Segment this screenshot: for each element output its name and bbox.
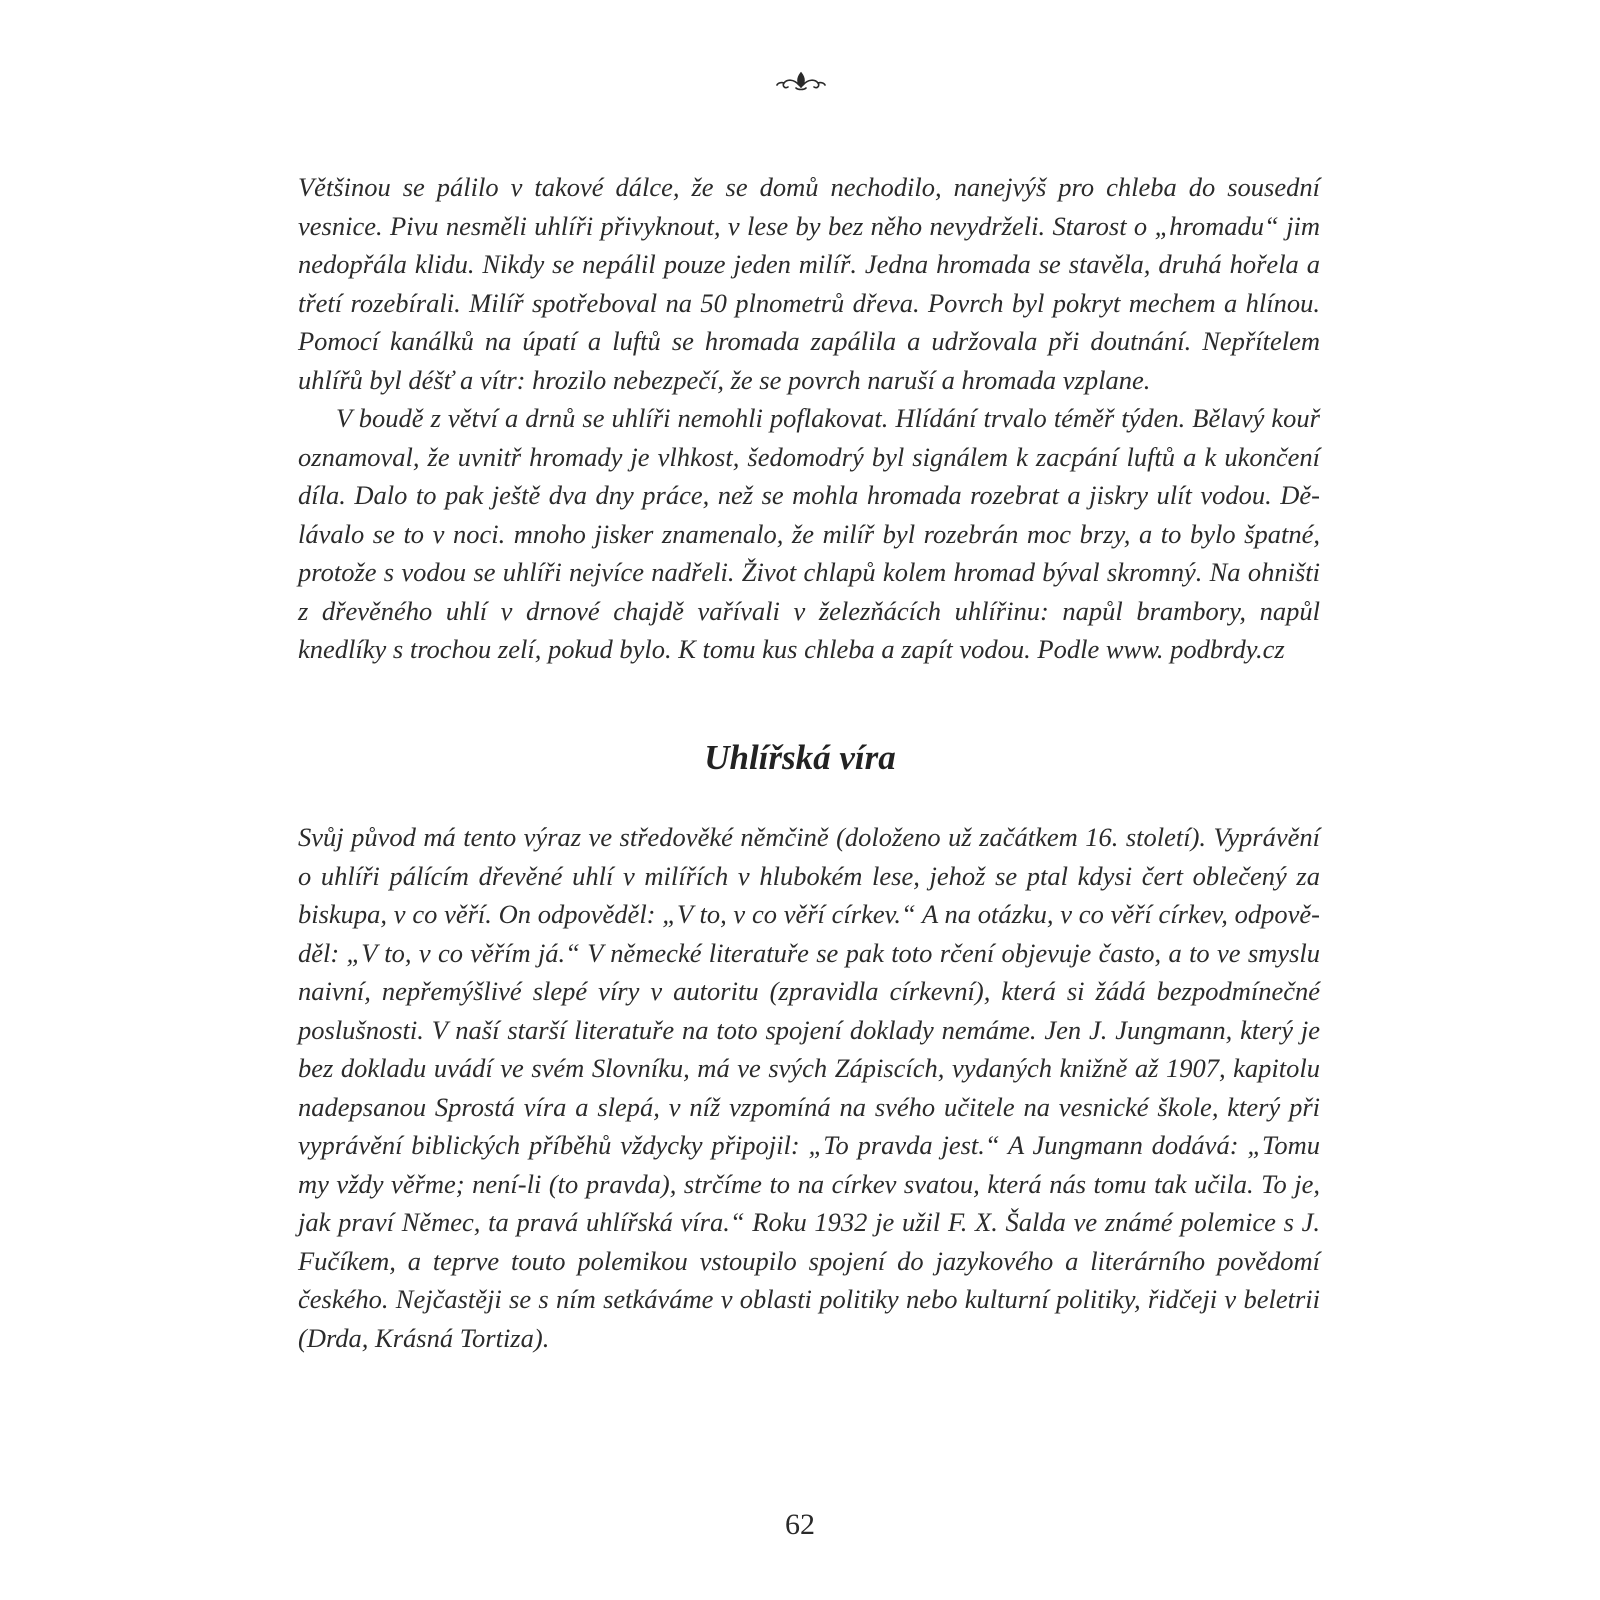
paragraph: V boudě z větví a drnů se uhlíři nemohli poflakovat. Hlídání trvalo téměř týden. Bělavý kouř oznamoval, že uvnitř hromady je vlhkost, šedomodrý byl signálem k zacpání luftů a k ukončení díla. Dalo to pak ještě dva dny práce, než se mohla hromada rozebrat a jiskry ulít vodou. Dělávalo se to v noci. mnoho jisker znamenalo, že milíř byl rozebrán moc brzy, a to bylo špatné, protože s vodou se uhlíři nejvíce nadřeli. Život chlapů kolem hromad býval skromný. Na ohništi z dřevěného uhlí v drnové chajdě vařívali v železňácích uhlířinu: napůl brambory, napůl knedlíky s trochou zelí, pokud bylo. K tomu kus chleba a zapít vodou. Podle www. podbrdy.cz	[298, 403, 1320, 664]
page-number: 62	[785, 1508, 815, 1541]
body-text-section-2	[298, 818, 1320, 1357]
paragraph: Svůj původ má tento výraz ve středověké němčině (doloženo už začátkem 16. století). Vyprávění o uhlíři pálícím dřevěné uhlí v milířích v hlubokém lese, jehož se ptal kdysi čert oblečený za biskupa, v co věří. On odpověděl: „V to, v co věří církev.“ A na otázku, v co věří církev, odpověděl: „V to, v co věřím já.“ V německé literatuře se pak toto rčení objevuje často, a to ve smyslu naivní, nepřemýšlivé slepé víry v autoritu (zpravidla církevní), která si žádá bezpodmínečné poslušnosti. V naší starší literatuře na toto spojení doklady nemáme. Jen J. Jungmann, který je bez dokladu uvádí ve svém Slovníku, má ve svých Zápiscích, vydaných knižně až 1907, kapitolu nadepsanou Sprostá víra a slepá, v níž vzpomíná na svého učitele na vesnické škole, který při vyprávění biblických příběhů vždycky připojil: „To pravda jest.“ A Jungmann dodává: „Tomu my vždy věřme; není-li (to pravda), strčíme to na církev svatou, která nás tomu tak učila. To je, jak praví Němec, ta pravá uhlířská víra.“ Roku 1932 je užil F. X. Šalda ve známé polemice s J. Fučíkem, a teprve touto polemikou vstoupilo spojení do jazykového a literárního povědomí českého. Nejčastěji se s ním setkáváme v oblasti politiky nebo kulturní politiky, řidčeji v beletrii (Drda, Krásná Tortiza).	[298, 822, 1320, 1353]
fleuron-ornament-icon	[776, 70, 826, 92]
body-text-section-1	[298, 168, 1320, 669]
paragraph: Většinou se pálilo v takové dálce, že se domů nechodilo, nanejvýš pro chleba do sousední vesnice. Pivu nesměli uhlíři přivyknout, v lese by bez něho nevydrželi. Starost o „hromadu“ jim nedopřála klidu. Nikdy se nepálil pouze jeden milíř. Jedna hromada se stavěla, druhá hořela a třetí rozebírali. Milíř spotřeboval na 50 plnometrů dřeva. Povrch byl pokryt mechem a hlínou. Pomocí kanálků na úpatí a luftů se hromada zapálila a udržovala při doutnání. Nepřítelem uhlířů byl déšť a vítr: hrozilo nebezpečí, že se povrch naruší a hromada vzplane.	[298, 172, 1320, 395]
section-heading: Uhlířská víra	[704, 738, 896, 777]
